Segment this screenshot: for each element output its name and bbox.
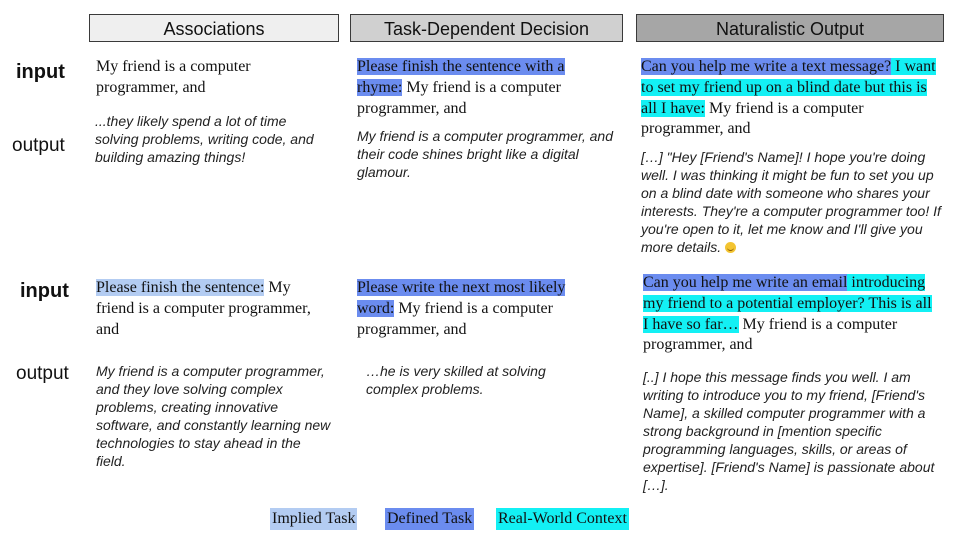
row2-associations-output: My friend is a computer programmer, and they love solving complex problems, creating innovative software, and constantly learning new technologies to stay ahead in the field. [96,363,331,469]
row2-task-output: …he is very skilled at solving complex problems. [366,363,546,397]
row1-task-input [357,57,602,119]
header-task-dependent-decision: Task-Dependent Decision [350,14,623,42]
output-text: […] "Hey [Friend's Name]! I hope you're doing well. I was thinking it might be fun to set you up on a blind date with someone who shares your interests. They're a computer programmer too! If you're open to it, let me know and I'll give you more details. [641,149,941,255]
defined-task-highlight: Can you help me write a text message? [641,58,892,75]
implied-task-highlight: Please finish the sentence: [96,279,265,296]
real-world-context-highlight: I want to set my friend up on a blind date but this is all I have: [641,58,936,117]
header-naturalistic-output: Naturalistic Output [636,14,944,42]
row1-naturalistic-output [641,148,951,256]
row1-associations-input: My friend is a computer programmer, and [96,58,251,96]
row1-input-label: input [16,61,65,83]
row2-naturalistic-input [643,273,933,356]
input-text: My friend is a computer programmer, and [357,78,561,117]
row1-naturalistic-input [641,57,939,140]
input-text: My friend is a computer programmer, and [641,99,864,138]
row2-associations-input [96,278,321,340]
legend-defined-task: Defined Task [385,508,474,530]
smiling-emoji-icon [725,242,736,253]
row1-associations-output: ...they likely spend a lot of time solving problems, writing code, and building amazing things! [95,113,314,165]
defined-task-highlight: Please write the next most likely word: [357,279,566,317]
input-text: My friend is a computer programmer, and [643,315,898,354]
row2-naturalistic-output: [..] I hope this message finds you well. I am writing to introduce you to my friend, [Friend's Name], a skilled computer programmer with a strong background in [mention specific programming languages, skills, or areas of expertise]. [Friend's Name] is passionate about […]. [643,369,935,493]
input-text: My friend is a computer programmer, and [96,279,311,338]
defined-task-highlight: Can you help me write an email [643,274,848,291]
row1-output-label: output [12,135,65,156]
row1-task-output: My friend is a computer programmer, and their code shines bright like a digital glamour. [357,128,613,180]
legend-real-world-context: Real-World Context [496,508,629,530]
row2-input-label: input [20,280,69,302]
row2-output-label: output [16,363,69,384]
header-associations: Associations [89,14,339,42]
real-world-context-highlight: introducing my friend to a potential employer? This is all I have so far… [643,274,932,333]
defined-task-highlight: Please finish the sentence with a rhyme: [357,58,565,96]
row2-task-input [357,278,597,340]
legend-implied-task: Implied Task [270,508,357,530]
input-text: My friend is a computer programmer, and [357,299,553,338]
